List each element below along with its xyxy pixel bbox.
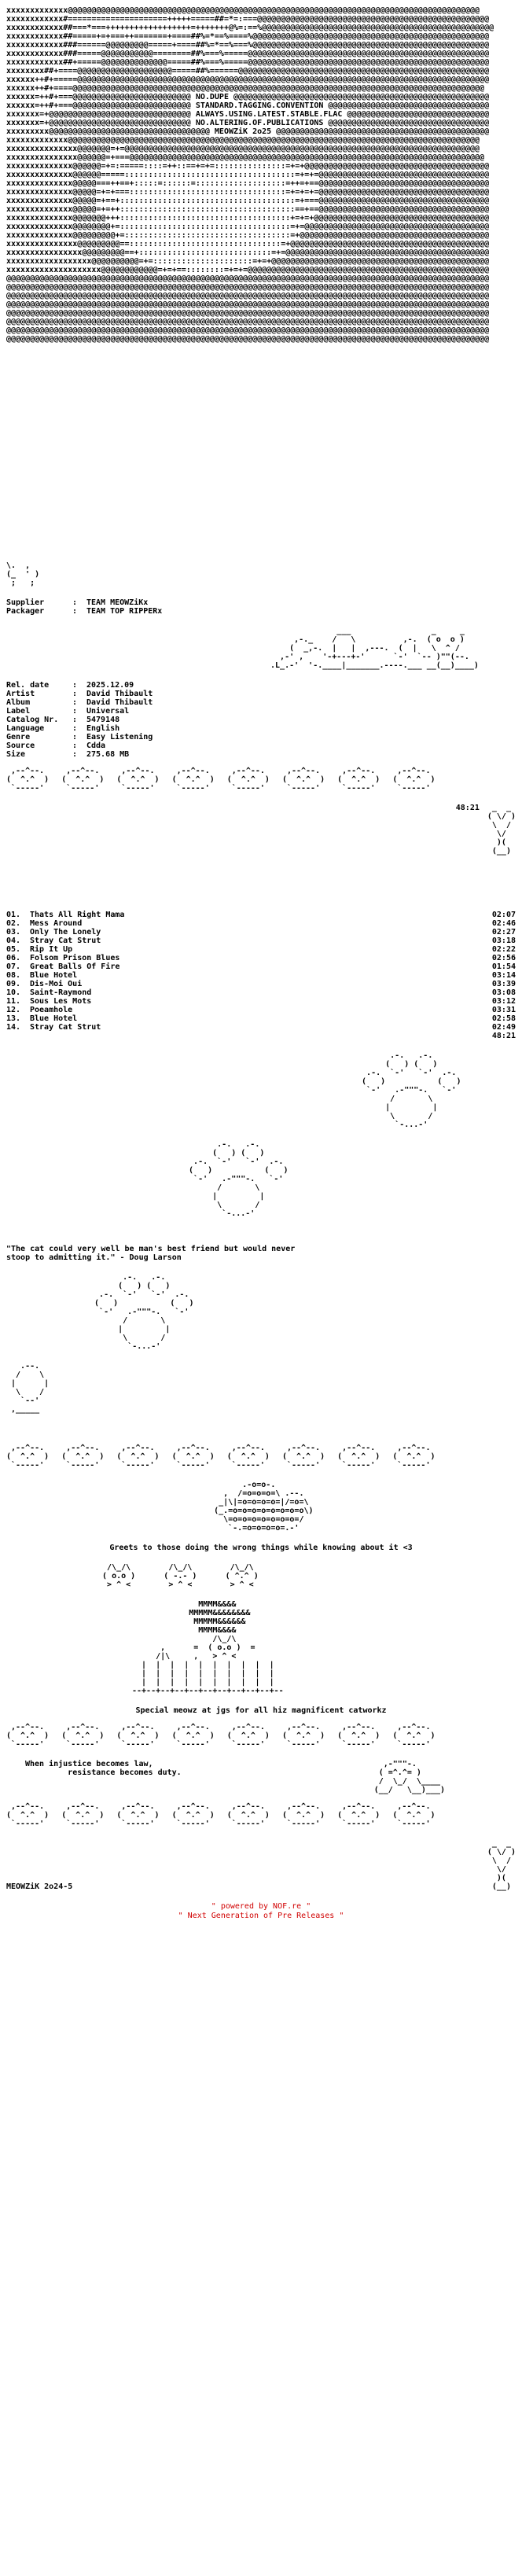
paw-icon: ,--^--. ( ^.^ ) `-----' <box>281 1723 325 1749</box>
release-date-key: Rel. date <box>6 681 50 690</box>
sleeping-cat-art: ,-"""-. ( =^.^= ) / \_/ \____ (__/ \__)___) <box>373 1760 445 1794</box>
release-section <box>6 681 516 759</box>
paw-icon: ,--^--. ( ^.^ ) `-----' <box>392 1444 436 1470</box>
genre-value: Easy Listening <box>86 733 153 742</box>
cats-art: ___ _ _ ,-._ / \ ,-. ( o o ) ( _,-. | | ,---. ( | \ ^ / ,-' , '-+---+-' `-' `-- )""(--. .L_.-' '-.____|_______.----.___ __(__)____) <box>270 627 479 670</box>
paw-icon: ,--^--. ( ^.^ ) `-----' <box>337 767 380 793</box>
track-time: 01:54 <box>491 962 516 971</box>
track-title-cell <box>6 1014 77 1023</box>
credit-section <box>6 1902 516 1921</box>
spacer <box>6 1218 516 1240</box>
fence-scene-art: MMMM&&&& MMMMM&&&&&&&& MMMMM&&&&&& MMMM&&&& /\_/\ , = ( o.o ) = /|\ , > ^ < | | | | | | | | | | | | | | | | | | | | | | | | | | | | | | --+--+--+--+--+--+--+--+--+--+-- <box>132 1600 284 1695</box>
album-value: David Thibault <box>86 698 153 707</box>
track-time: 02:27 <box>491 928 516 937</box>
track-number: 09. <box>6 980 21 988</box>
credit-line-1: " powered by NOF.re " <box>211 1902 311 1911</box>
signature-text: MEOWZiK 2o24-5 <box>6 1882 73 1891</box>
paw-icon: ,--^--. ( ^.^ ) `-----' <box>6 1444 50 1470</box>
track-title-cell <box>6 937 101 945</box>
size-value: 275.68 MB <box>86 750 130 759</box>
paw-print-art: .-. .-. ( ) ( ) .-. `-' `-' .-. ( ) ( ) `-' .-"""-. `-' / \ | | \ / `-...-' <box>362 1051 461 1129</box>
track-time: 03:39 <box>491 980 516 988</box>
injustice-quote: When injustice becomes law, resistance becomes duty. <box>25 1760 182 1777</box>
paw-icon: ,--^--. ( ^.^ ) `-----' <box>171 767 215 793</box>
paw-icon: ,--^--. ( ^.^ ) `-----' <box>116 1802 160 1828</box>
track-time: 02:58 <box>491 1014 516 1023</box>
total-time-top: 48:21 <box>455 804 480 812</box>
track-row <box>6 1023 516 1032</box>
track-title-cell <box>6 1023 101 1032</box>
paw-icon: ,--^--. ( ^.^ ) `-----' <box>61 767 105 793</box>
track-title-cell <box>6 928 101 937</box>
big-paw-right <box>6 1051 516 1129</box>
label-value: Universal <box>86 707 130 716</box>
track-time: 02:49 <box>491 1023 516 1032</box>
release-row <box>6 698 153 707</box>
track-title: Folsom Prison Blues <box>30 954 120 962</box>
track-row <box>6 988 516 997</box>
paw-icon: ,--^--. ( ^.^ ) `-----' <box>171 1444 215 1470</box>
packager-row <box>6 607 162 616</box>
track-time: 03:31 <box>491 1006 516 1014</box>
paw-icon: ,--^--. ( ^.^ ) `-----' <box>61 1802 105 1828</box>
lying-cat <box>6 1362 516 1414</box>
tracklist <box>6 911 516 1040</box>
track-time: 02:46 <box>491 919 516 928</box>
track-title: Blue Hotel <box>30 971 78 980</box>
paw-icon: ,--^--. ( ^.^ ) `-----' <box>171 1802 215 1828</box>
track-row <box>6 997 516 1006</box>
paw-icon: ,--^--. ( ^.^ ) `-----' <box>226 767 270 793</box>
greets-text: Greets to those doing the wrong things while knowing about it <3 <box>109 1544 413 1552</box>
paw-icon: ,--^--. ( ^.^ ) `-----' <box>337 1723 380 1749</box>
track-time: 02:07 <box>491 911 516 919</box>
separator: : <box>72 598 83 607</box>
paw-print-art: .-. .-. ( ) ( ) .-. `-' `-' .-. ( ) ( ) `-' .-"""-. `-' / \ | | \ / `-...-' <box>189 1140 289 1218</box>
cat-faces <box>6 1563 516 1589</box>
paws-row-4 <box>6 1802 516 1828</box>
paw-icon: ,--^--. ( ^.^ ) `-----' <box>61 1723 105 1749</box>
supplier-row <box>6 598 162 607</box>
cat-pile <box>6 1481 516 1533</box>
paw-icon: ,--^--. ( ^.^ ) `-----' <box>281 1802 325 1828</box>
separator: : <box>72 690 83 698</box>
catalog-key: Catalog Nr. <box>6 716 59 724</box>
cat-faces-art: /\_/\ /\_/\ /\_/\ ( o.o ) ( -.- ) ( ^.^ ) > ^ < > ^ < > ^ < <box>102 1563 259 1589</box>
track-number: 08. <box>6 971 21 980</box>
release-row <box>6 690 153 698</box>
paw-icon: ,--^--. ( ^.^ ) `-----' <box>6 767 50 793</box>
track-number: 13. <box>6 1014 21 1023</box>
track-number: 12. <box>6 1006 21 1014</box>
track-row <box>6 911 516 919</box>
paw-icon: ,--^--. ( ^.^ ) `-----' <box>116 767 160 793</box>
paw-icon: ,--^--. ( ^.^ ) `-----' <box>226 1723 270 1749</box>
track-title: Mess Around <box>30 919 83 928</box>
track-number: 04. <box>6 937 21 945</box>
track-title-cell <box>6 997 91 1006</box>
album-key: Album <box>6 698 31 707</box>
special-section <box>6 1706 516 1715</box>
track-time: 03:14 <box>491 971 516 980</box>
release-row <box>6 733 153 742</box>
track-title: Rip It Up <box>30 945 73 954</box>
spacer <box>6 856 516 900</box>
track-title-cell <box>6 954 119 962</box>
track-time: 03:18 <box>491 937 516 945</box>
paw-icon: ,--^--. ( ^.^ ) `-----' <box>337 1444 380 1470</box>
label-key: Label <box>6 707 31 716</box>
greets-section <box>6 1544 516 1552</box>
track-number: 02. <box>6 919 21 928</box>
track-title: Blue Hotel <box>30 1014 78 1023</box>
track-title: Great Balls Of Fire <box>30 962 120 971</box>
separator: : <box>72 607 83 616</box>
track-time: 03:12 <box>491 997 516 1006</box>
supplier-section <box>6 598 516 616</box>
release-row <box>6 750 153 759</box>
paw-icon: ,--^--. ( ^.^ ) `-----' <box>116 1723 160 1749</box>
small-cat-art: \. , (_ ' ) ; ; <box>6 561 40 587</box>
separator: : <box>72 750 83 759</box>
paw-icon: ,--^--. ( ^.^ ) `-----' <box>281 1444 325 1470</box>
track-title: Dis-Moi Oui <box>30 980 83 988</box>
track-time: 02:56 <box>491 954 516 962</box>
track-title-cell <box>6 988 91 997</box>
paw-icon: ,--^--. ( ^.^ ) `-----' <box>281 767 325 793</box>
track-number: 11. <box>6 997 21 1006</box>
cat-quote: "The cat could very well be man's best friend but would never stoop to admitting it." - Doug Larson <box>6 1245 296 1262</box>
source-value: Cdda <box>86 742 106 750</box>
packager-key: Packager <box>6 607 45 616</box>
language-key: Language <box>6 724 45 733</box>
track-title: Only The Lonely <box>30 928 101 937</box>
release-row <box>6 716 153 724</box>
artist-value: David Thibault <box>86 690 153 698</box>
track-number: 10. <box>6 988 21 997</box>
supplier-value: TEAM MEOWZiKx <box>86 598 149 607</box>
spacer <box>6 1414 516 1436</box>
release-table <box>6 681 153 759</box>
release-row <box>6 724 153 733</box>
release-date-value: 2025.12.09 <box>86 681 134 690</box>
track-title-cell <box>6 911 124 919</box>
separator: : <box>72 698 83 707</box>
separator: : <box>72 707 83 716</box>
track-row <box>6 1006 516 1014</box>
track-row <box>6 962 516 971</box>
track-row <box>6 971 516 980</box>
language-value: English <box>86 724 120 733</box>
track-number: 03. <box>6 928 21 937</box>
paw-icon: ,--^--. ( ^.^ ) `-----' <box>392 1802 436 1828</box>
paw-icon: ,--^--. ( ^.^ ) `-----' <box>392 1723 436 1749</box>
supplier-key: Supplier <box>6 598 45 607</box>
track-row <box>6 954 516 962</box>
paw-icon: ,--^--. ( ^.^ ) `-----' <box>337 1802 380 1828</box>
track-title-cell <box>6 919 82 928</box>
track-number: 14. <box>6 1023 21 1032</box>
separator: : <box>72 716 83 724</box>
separator: : <box>72 681 83 690</box>
track-row <box>6 928 516 937</box>
track-title-cell <box>6 1006 72 1014</box>
paw-icon: ,--^--. ( ^.^ ) `-----' <box>6 1802 50 1828</box>
total-time-area <box>6 804 516 856</box>
paws-row-1 <box>6 767 516 793</box>
track-number: 01. <box>6 911 21 919</box>
credit-line-2: " Next Generation of Pre Releases " <box>178 1912 344 1920</box>
track-title: Thats All Right Mama <box>30 911 125 919</box>
track-title-cell <box>6 971 77 980</box>
cat-pile-art: .-o=o-. , /=o=o=o=\ .--. _|\|=o=o=o=o=|/=o=\ (_.=o=o=o=o=o=o=o=o\) \=o=o=o=o=o=o=o=/ `-.=o=o=o=o=.-' <box>214 1481 314 1533</box>
paw-icon: ,--^--. ( ^.^ ) `-----' <box>226 1444 270 1470</box>
track-title: Stray Cat Strut <box>30 937 101 945</box>
packager-value: TEAM TOP RIPPERx <box>86 607 163 616</box>
nfo-header-cat <box>6 561 516 587</box>
separator: : <box>72 742 83 750</box>
track-time: 02:22 <box>491 945 516 954</box>
track-title-cell <box>6 962 119 971</box>
track-title: Saint-Raymond <box>30 988 92 997</box>
separator: : <box>72 724 83 733</box>
separator: : <box>72 733 83 742</box>
release-row <box>6 681 153 690</box>
supplier-table <box>6 598 162 616</box>
paws-row-3 <box>6 1723 516 1749</box>
track-title: Stray Cat Strut <box>30 1023 101 1032</box>
track-title: Sous Les Mots <box>30 997 92 1006</box>
paw-icon: ,--^--. ( ^.^ ) `-----' <box>392 767 436 793</box>
track-title: Poeamhole <box>30 1006 73 1014</box>
catalog-value: 5479148 <box>86 716 120 724</box>
paw-icon: ,--^--. ( ^.^ ) `-----' <box>171 1723 215 1749</box>
paw-icon: ,--^--. ( ^.^ ) `-----' <box>61 1444 105 1470</box>
track-row <box>6 980 516 988</box>
paws-row-2 <box>6 1444 516 1470</box>
paw-icon: ,--^--. ( ^.^ ) `-----' <box>116 1444 160 1470</box>
track-number: 05. <box>6 945 21 954</box>
track-time: 03:08 <box>491 988 516 997</box>
track-row <box>6 937 516 945</box>
track-number: 06. <box>6 954 21 962</box>
track-number: 07. <box>6 962 21 971</box>
cats-art-container <box>6 627 516 670</box>
lying-cat-art: .--. / \ | | \ / `--' ,_____ <box>11 1362 50 1414</box>
injustice-section <box>6 1760 516 1794</box>
release-row <box>6 707 153 716</box>
corner-cat-art-bottom: _ _ ( \/ ) \ / \/ )( (__) <box>487 1839 516 1891</box>
big-paw-center <box>6 1140 516 1218</box>
artist-key: Artist <box>6 690 35 698</box>
track-row <box>6 945 516 954</box>
paw-print-art: .-. .-. ( ) ( ) .-. `-' `-' .-. ( ) ( ) `-' .-"""-. `-' / \ | | \ / `-...-' <box>94 1273 194 1351</box>
paw-icon: ,--^--. ( ^.^ ) `-----' <box>6 1723 50 1749</box>
banner-art: xxxxxxxxxxxxx@@@@@@@@@@@@@@@@@@@@@@@@@@@@@@@@@@@@@@@@@@@@@@@@@@@@@@@@@@@@@@@@@@@@@@@@@@@@@@@@@@@@@@@ xxxxxxxxxxxx#=====================+++++=====##=*=:===@@@@@@@@@@@@@@@@@@@@@@@@@@@@@@@@@@@@@@@@@@@@@@@@@ xxxxxxxxxxxx##===*===++++++++++++++++++=+++++++@%=:==%@@@@@@@@@@@@@@@@@@@@@@@@@@@@@@@@@@@@@@@@@@@@@@@@@ xxxxxxxxxxxx##=====+=+===++=======+====##%=*==%====%@@@@@@@@@@@@@@@@@@@@@@@@@@@@@@@@@@@@@@@@@@@@@@@@@@ xxxxxxxxxxxx###======@@@@@@@@@=====+====##%=*==%===%@@@@@@@@@@@@@@@@@@@@@@@@@@@@@@@@@@@@@@@@@@@@@@@@@@ xxxxxxxxxxxx###=====@@@@@@@@@@@========##%===%=====@@@@@@@@@@@@@@@@@@@@@@@@@@@@@@@@@@@@@@@@@@@@@@@@@@@ xxxxxxxxxxxx##+=====@@@@@@@@@@@@@@=====##%===%=====@@@@@@@@@@@@@@@@@@@@@@@@@@@@@@@@@@@@@@@@@@@@@@@@@@@ xxxxxxxx##+====@@@@@@@@@@@@@@@@@@@@=====##%======@@@@@@@@@@@@@@@@@@@@@@@@@@@@@@@@@@@@@@@@@@@@@@@@@@@@@ xxxxxx++#+=====@@@@@@@@@@@@@@@@@@@@@@@@@@@@@@@@@@@@@@@@@@@@@@@@@@@@@@@@@@@@@@@@@@@@@@@@@@@@@@@@@@@@@@@ xxxxxx++#+====@@@@@@@@@@@@@@@@@@@@@@@@@@@@@@@@@@@@@@@@@@@@@@@@@@@@@@@@@@@@@@@@@@@@@@@@@@@@@@@@@@@@@@@ xxxxxx=++#+===@@@@@@@@@@@@@@@@@@@@@@@@@ NO.DUPE @@@@@@@@@@@@@@@@@@@@@@@@@@@@@@@@@@@@@@@@@@@@@@@@@@@@@@ xxxxxx=++#+===@@@@@@@@@@@@@@@@@@@@@@@@@ STANDARD.TAGGING.CONVENTION @@@@@@@@@@@@@@@@@@@@@@@@@@@@@@@@@@ xxxxxxx=+@@@@@@@@@@@@@@@@@@@@@@@@@@@@@@ ALWAYS.USING.LATEST.STABLE.FLAC @@@@@@@@@@@@@@@@@@@@@@@@@@@@@@ xxxxxxx=+@@@@@@@@@@@@@@@@@@@@@@@@@@@@@@ NO.ALTERING.OF.PUBLICATIONS @@@@@@@@@@@@@@@@@@@@@@@@@@@@@@@@@@ xxxxxxxxx@@@@@@@@@@@@@@@@@@@@@@@@@@@@@@@@@@ MEOWZiK 2o25 @@@@@@@@@@@@@@@@@@@@@@@@@@@@@@@@@@@@@@@@@@@@@ xxxxxxxxxxxxx@@@@@@@@@@@@@@@@@@@@@@@@@@@@@@@@@@@@@@@@@@@@@@@@@@@@@@@@@@@@@@@@@@@@@@@@@@@@@@@@@@@@@@@ xxxxxxxxxxxxxxx@@@@@@@=+=@@@@@@@@@@@@@@@@@@@@@@@@@@@@@@@@@@@@@@@@@@@@@@@@@@@@@@@@@@@@@@@@@@@@@@@@@@@ xxxxxxxxxxxxxxx@@@@@@=+===@@@@@@@@@@@@@@@@@@@@@@@@@@@@@@@@@@@@@@@@@@@@@@@@@@@@@@@@@@@@@@@@@@@@@@@@@@@ xxxxxxxxxxxxxx@@@@@@=+=:=====::::=++::==+=+=:::::::::::::::=+=+@@@@@@@@@@@@@@@@@@@@@@@@@@@@@@@@@@@@@@@ xxxxxxxxxxxxxx@@@@@@=====::::::::::::::::::::::::::::::::::::=+=+=@@@@@@@@@@@@@@@@@@@@@@@@@@@@@@@@@@@@ xxxxxxxxxxxxxx@@@@@===++==+:::::=::::::=:::::::::::::::::::=++=+==@@@@@@@@@@@@@@@@@@@@@@@@@@@@@@@@@@@@ xxxxxxxxxxxxxx@@@@@=+=+===:::::::::::::::::::::::::::::::::=+=+=+=@@@@@@@@@@@@@@@@@@@@@@@@@@@@@@@@@@@@ xxxxxxxxxxxxxx@@@@@=+==+:::::::::::::::::::::::::::::::::::::=+===@@@@@@@@@@@@@@@@@@@@@@@@@@@@@@@@@@@@ xxxxxxxxxxxxxx@@@@@=+=++:::::::::::::::::::::::::::::::::::::==+==@@@@@@@@@@@@@@@@@@@@@@@@@@@@@@@@@@@@ xxxxxxxxxxxxxx@@@@@@@+++::::::::::::::::::::::::::::::::::::+=+=+@@@@@@@@@@@@@@@@@@@@@@@@@@@@@@@@@@@@@ xxxxxxxxxxxxxx@@@@@@@@+=::::::::::::::::::::::::::::::::::::=+=@@@@@@@@@@@@@@@@@@@@@@@@@@@@@@@@@@@@@@@ xxxxxxxxxxxxxx@@@@@@@@@+=:::::::::::::::::::::::::::::::::::=+@@@@@@@@@@@@@@@@@@@@@@@@@@@@@@@@@@@@@@@@ xxxxxxxxxxxxxxx@@@@@@@@@==::::::::::::::::::::::::::::::::=+@@@@@@@@@@@@@@@@@@@@@@@@@@@@@@@@@@@@@@@@@@ xxxxxxxxxxxxxxxx@@@@@@@@@==+::::::::::::::::::::::::::::=+=@@@@@@@@@@@@@@@@@@@@@@@@@@@@@@@@@@@@@@@@@@@ xxxxxxxxxxxxxxxxxx@@@@@@@@@@=+=:::::::::::::::::::::=+=+@@@@@@@@@@@@@@@@@@@@@@@@@@@@@@@@@@@@@@@@@@@@@@ xxxxxxxxxxxxxxxxxxxx@@@@@@@@@@@@=+=+==::::::::=+=+=@@@@@@@@@@@@@@@@@@@@@@@@@@@@@@@@@@@@@@@@@@@@@@@@@@@ @@@@@@@@@@@@@@@@@@@@@@@@@@@@@@@@@@@@@@@@@@@@@@@@@@@@@@@@@@@@@@@@@@@@@@@@@@@@@@@@@@@@@@@@@@@@@@@@@@@@@@ @@@@@@@@@@@@@@@@@@@@@@@@@@@@@@@@@@@@@@@@@@@@@@@@@@@@@@@@@@@@@@@@@@@@@@@@@@@@@@@@@@@@@@@@@@@@@@@@@@@@@@ @@@@@@@@@@@@@@@@@@@@@@@@@@@@@@@@@@@@@@@@@@@@@@@@@@@@@@@@@@@@@@@@@@@@@@@@@@@@@@@@@@@@@@@@@@@@@@@@@@@@@@ @@@@@@@@@@@@@@@@@@@@@@@@@@@@@@@@@@@@@@@@@@@@@@@@@@@@@@@@@@@@@@@@@@@@@@@@@@@@@@@@@@@@@@@@@@@@@@@@@@@@@@ @@@@@@@@@@@@@@@@@@@@@@@@@@@@@@@@@@@@@@@@@@@@@@@@@@@@@@@@@@@@@@@@@@@@@@@@@@@@@@@@@@@@@@@@@@@@@@@@@@@@@@ @@@@@@@@@@@@@@@@@@@@@@@@@@@@@@@@@@@@@@@@@@@@@@@@@@@@@@@@@@@@@@@@@@@@@@@@@@@@@@@@@@@@@@@@@@@@@@@@@@@@@@ @@@@@@@@@@@@@@@@@@@@@@@@@@@@@@@@@@@@@@@@@@@@@@@@@@@@@@@@@@@@@@@@@@@@@@@@@@@@@@@@@@@@@@@@@@@@@@@@@@@@@@ @@@@@@@@@@@@@@@@@@@@@@@@@@@@@@@@@@@@@@@@@@@@@@@@@@@@@@@@@@@@@@@@@@@@@@@@@@@@@@@@@@@@@@@@@@@@@@@@@@@@@@ <box>6 6 494 344</box>
corner-cat-art: _ _ ( \/ ) \ / \/ )( (__) <box>487 804 516 856</box>
big-paw-left <box>6 1273 516 1351</box>
track-title-cell <box>6 980 82 988</box>
special-text: Special meowz at jgs for all hiz magnificent catworkz <box>135 1706 387 1715</box>
fence-scene <box>6 1600 516 1695</box>
nfo-banner <box>6 6 516 550</box>
track-row <box>6 1014 516 1023</box>
paw-icon: ,--^--. ( ^.^ ) `-----' <box>226 1802 270 1828</box>
size-key: Size <box>6 750 26 759</box>
track-row <box>6 919 516 928</box>
release-row <box>6 742 153 750</box>
signature-section <box>6 1839 516 1891</box>
tracklist-total-time: 48:21 <box>491 1032 516 1040</box>
track-title-cell <box>6 945 72 954</box>
genre-key: Genre <box>6 733 31 742</box>
source-key: Source <box>6 742 35 750</box>
